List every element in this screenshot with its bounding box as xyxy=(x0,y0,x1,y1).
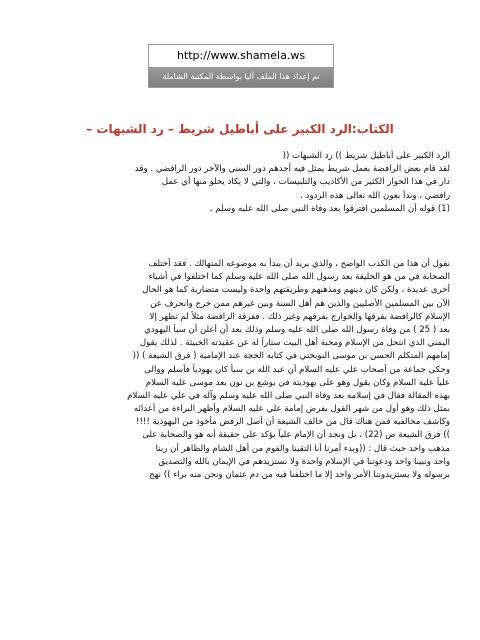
text-line: رافضي ، وندأ بعون الله تعالى هذه الردود . xyxy=(300,190,450,201)
text-line: الإسلام كالرافضة بفرقها والخوارج بفرقهم وغير ذلك . ففرقة الرافضة مثلاً لم تظهر إلا xyxy=(149,311,450,322)
book-title-text: الرد الكبير على أباطيل شريط – رد الشبهات – xyxy=(86,122,352,136)
text-line: بهذه المقالة فقال في إسلامه بعد وفاة النبي صلى الله عليه وسلم وآله في علي عليه السلام xyxy=(127,390,450,401)
intro-paragraph xyxy=(30,150,450,216)
text-line: وحكى جماعة من أصحاب علي عليه السلام أن عبد الله بن سبأ كان يهودياً فأسلم ووالى xyxy=(144,364,450,375)
text-line: أخرى عديدة ، ولكن كان دينهم ومذهبهم وطريقتهم واحدة وليست متضاربة كما هو الحال xyxy=(142,285,450,296)
text-line: مذهب واحد حيث قال : ((وبدء أمرنا أنا التقينا والقوم من أهل الشام والظاهر أن ربنا xyxy=(155,443,450,454)
text-line: )) فرق الشيعة ص (22) ، بل ونجد أن الإمام علياً يؤكد على حقيقة أنه هو والصحابة على xyxy=(142,430,450,441)
book-title-label: الكتاب xyxy=(356,122,394,136)
text-line: برسوله ولا يستزيدوننا الأمر واحد إلا ما اختلفنا فيه من دم عثمان ونحن منه براء )) نهج xyxy=(149,470,450,480)
text-line: علياً عليه السلام وكان يقول وهو على يهوديته في يوشع بن نون بعد موسى عليه السلام xyxy=(145,377,450,388)
text-line: واحد ونبينا واحد ودعوتنا في الإسلام واحدة ولا نستزيدهم في الإيمان بالله والتصديق xyxy=(158,456,450,467)
site-url-link[interactable]: http://www.shamela.ws xyxy=(176,49,306,62)
text-line: اليمني الذي انتحل من الإسلام ومحبة أهل البيت ستاراً له عن عقيدته الخبيثة . لذلك يقول xyxy=(139,338,450,349)
generation-banner: تم إعداد هذا الملف آليا بواسطة المكتبة الشاملة xyxy=(149,67,333,87)
text-line: بمثل ذلك وهو أول من شهر القول بفرض إمامة علي عليه السلام وأظهر البراءة من أعدائه xyxy=(133,404,450,415)
text-line: الرد الكبير على أباطيل شريط )) رد الشبهات (( xyxy=(282,151,450,161)
text-line: الآن بين المسلمين الأصليين والذين هم أهل السنة وبين غيرهم ممن خرج وانحرف عن xyxy=(150,298,450,309)
book-title xyxy=(60,122,420,136)
text-line: دار في هذا الحوار الكثير من الأكاذيب والتلبيسات ، والتي لا يكاد يخلو منها أي عمل xyxy=(161,177,450,188)
book-title-sep: : xyxy=(351,122,357,136)
text-line: (1) قوله أن المسلمين افترقوا بعد وفاة النبي صلى الله عليه وسلم . xyxy=(209,203,450,214)
main-paragraph xyxy=(30,258,450,482)
text-line: إمامهم المتكلم الحسن بن موسى النوبختي في كتابه الحجة عند الإمامية ( فرق الشيعة ) (( xyxy=(132,351,450,362)
shamela-header xyxy=(148,44,334,88)
text-line: الصحابة في من هو الخليفة بعد رسول الله صلى الله عليه وسلم كما اختلفوا في أشياء xyxy=(148,272,450,283)
text-line: بعد ( 25 ) من وفاة رسول الله صلى الله عليه وسلم وذلك بعد أن أعلن أن سبأ اليهودي xyxy=(144,324,450,335)
text-line: لقد قام بعض الرافضة بعمل شريط يمثل فيه أحدهم دور السني والآخر دور الرافضي . وقد xyxy=(134,164,450,175)
text-line: نقول أن هذا من الكذب الواضح ، والذي يريد أن يبدأ به موضوعه المتهالك . فقد أختلف xyxy=(148,259,450,269)
text-line: وكاشف مخالفيه فمن هناك قال من خالف الشيعة أن أصل الرفض مأخوذ من اليهودية !!!! xyxy=(136,417,450,428)
